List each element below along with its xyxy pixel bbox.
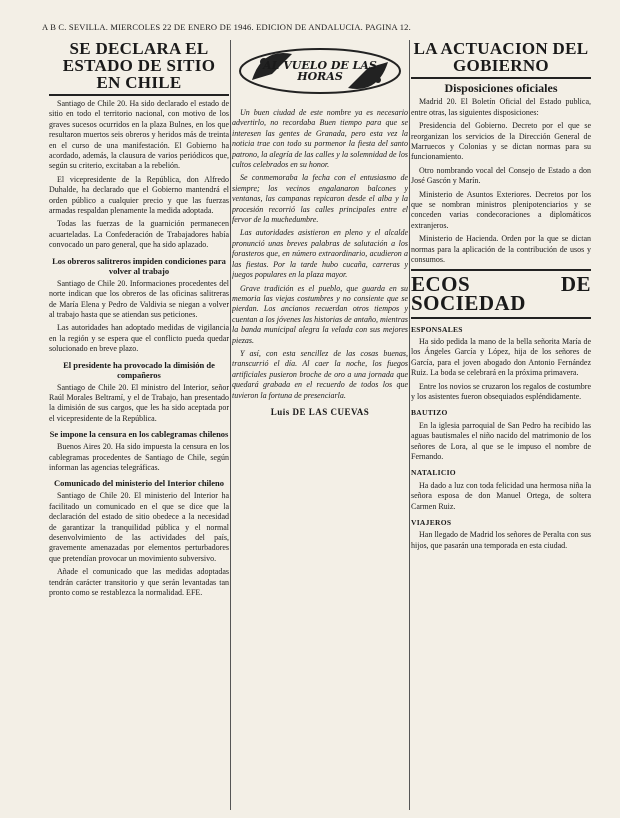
section-label: VIAJEROS [411,518,452,527]
paragraph: Santiago de Chile 20. El ministerio del Interior ha facilitado un comunicado en el que se dice que la declaración del estado de sitio obedece a la necesidad de garantizar la tranquilidad pública y el normal desenvolvimiento de las actividades del país, gravemente amenazadas por elementos perturbadores que pretendían provocar un movimiento subversivo. [49,491,229,563]
column-rule-1 [230,40,231,810]
subheading: Se impone la censura en los cablegramas chilenos [49,429,229,440]
section-rule [411,317,591,319]
paragraph: Otro nombrando vocal del Consejo de Estado a don José Gascón y Marín. [411,165,591,186]
paragraph: Presidencia del Gobierno. Decreto por el que se reorganizan los servicios de la Dirección General de Marruecos y Colonias y se dictan normas para su funcionamiento. [411,121,591,162]
column-rule-2 [409,40,410,810]
paragraph: Santiago de Chile 20. Informaciones procedentes del norte indican que los obreros de las oficinas salitreras de María Elena y Pedro de Valdivia se niegan a volver al trabajo hasta que se atiendan sus peticiones. [49,278,229,319]
paragraph: Buenos Aires 20. Ha sido impuesta la censura en los cablegramas procedentes de Santiago de Chile, según informan las agencias telegráficas. [49,442,229,472]
headline-rule [49,94,229,96]
paragraph: Todas las fuerzas de la guarnición permanecen acuarteladas. La Confederación de Trabajadores había convocado un paro general, que ha sido aplazado. [49,219,229,250]
paragraph: Ha sido pedida la mano de la bella señorita María de los Ángeles García y López, hija de los señores de García, para el joven abogado don Antonio Fernández Ruiz. La boda se celebrará en la próxima primavera. [411,336,591,378]
paragraph: Y así, con esta sencillez de las cosas buenas, transcurrió el día. Al caer la noche, los fuegos artificiales pusieron broche de oro a una jornada que quedará grabada en el recuerdo de todos los que tuvieron la fortuna de presenciarla. [232,348,408,400]
subheading: Comunicado del ministerio del Interior chileno [53,478,225,489]
right-column [411,40,591,554]
author-signature: Luis DE LAS CUEVAS [270,406,370,417]
paragraph: Han llegado de Madrid los señores de Peralta con sus hijos, que pasarán una temporada en esta ciudad. [411,530,591,550]
left-column [49,40,229,601]
headline-rule [411,77,591,79]
logo-text: AL VUELO DE LAS HORAS [263,59,377,83]
section-rule [411,269,591,271]
paragraph: Santiago de Chile 20. El ministro del Interior, señor Raúl Morales Beltramí, y el de Trabajo, han presentado la dimisión de sus cargos, que les ha sido aceptada por el vicepresidente de la República. [49,382,229,423]
subheading: El presidente ha provocado la dimisión de compañeros [63,359,215,380]
paragraph: Las autoridades asistieron en pleno y el alcalde pronunció unas breves palabras de salutación a los forasteros que, en número extraordinario, acudieron a las fiestas. Por la tarde hubo cucaña, carreras y juegos populares en la plaza mayor. [232,228,408,280]
paragraph: Un buen ciudad de este nombre ya es necesario advertirlo, no recordaba Buen tiempo para que se interesen las gentes de Granada, pero esta vez la noticia trae con todo su pormenor la fiesta del santo patrono, la alegría de las calles y la solemnidad de los cultos celebrados en su honor. [232,108,408,170]
section-label: BAUTIZO [411,408,448,418]
paragraph: Santiago de Chile 20. Ha sido declarado el estado de sitio en todo el territorio nacional, con motivo de los graves sucesos ocurridos en la plaza Bulnes, en los que resultaron muertos seis obreros y heridos más de treinta en el curso de una manifestación. El Gobierno ha acordado, además, la clausura de varios periódicos que, según su criterio, excitaban a la rebelión. [49,99,229,171]
paragraph: Añade el comunicado que las medidas adoptadas tendrán carácter transitorio y que serán levantadas tan pronto como se restablezca la normalidad. EFE. [49,567,229,598]
paragraph: Ministerio de Asuntos Exteriores. Decretos por los que se nombran ministros plenipotenciarios y se conceden varias condecoraciones a diplomáticos extranjeros. [411,189,591,230]
column-logo [232,40,408,102]
middle-column [232,40,408,417]
section-label: NATALICIO [411,468,456,478]
paragraph: Las autoridades han adoptado medidas de vigilancia en la región y se espera que el conflicto pueda quedar solucionado en breve plazo. [49,323,229,354]
section-heading: Disposiciones oficiales [444,81,558,95]
paragraph: Grave tradición es el pueblo, que guarda en su memoria las viejas costumbres y no consiente que se pierdan. Los ancianos recuerdan otros tiempos y cuentan a los jóvenes las historias de antaño, mientras la banda municipal alegra la velada con sus mejores piezas. [232,283,408,345]
paragraph: En la iglesia parroquial de San Pedro ha recibido las aguas bautismales el niño nacido del matrimonio de los señores de Lora, al que se le impuso el nombre de Fernando. [411,420,591,461]
paragraph: Madrid 20. El Boletín Oficial del Estado publica, entre otras, las siguientes disposiciones: [411,97,591,117]
subheading: Los obreros salitreros impiden condiciones para volver al trabajo [52,255,226,276]
paragraph: Ministerio de Hacienda. Orden por la que se dictan normas para la aplicación de la contribución de usos y consumos. [411,234,591,265]
paragraph: Ha dado a luz con toda felicidad una hermosa niña la señora esposa de don Manuel Ortega, de soltera Carmen Ruiz. [411,480,591,511]
section-label: ESPONSALES [411,324,463,334]
paragraph: Se conmemoraba la fecha con el entusiasmo de siempre; los vecinos engalanaron balcones y ventanas, las campanas repicaron desde el alba y la procesión recorrió las calles principales entre el fervor de la muchedumbre. [232,173,408,225]
paragraph: El vicepresidente de la República, don Alfredo Duhalde, ha declarado que el Gobierno mantendrá el orden público a cualquier precio y que las fuerzas armadas respaldan plenamente la medida adoptada. [49,174,229,216]
ecos-headline: ECOS DE SOCIEDAD [411,271,591,315]
paragraph: Entre los novios se cruzaron los regalos de costumbre y los asistentes fueron obsequiados espléndidamente. [411,381,591,401]
right-headline: LA ACTUACION DEL GOBIERNO [413,40,589,75]
masthead: A B C. SEVILLA. MIERCOLES 22 DE ENERO DE 1946. EDICION DE ANDALUCIA. PAGINA 12. [42,22,411,32]
left-headline: SE DECLARA EL ESTADO DE SITIO EN CHILE [62,40,216,92]
